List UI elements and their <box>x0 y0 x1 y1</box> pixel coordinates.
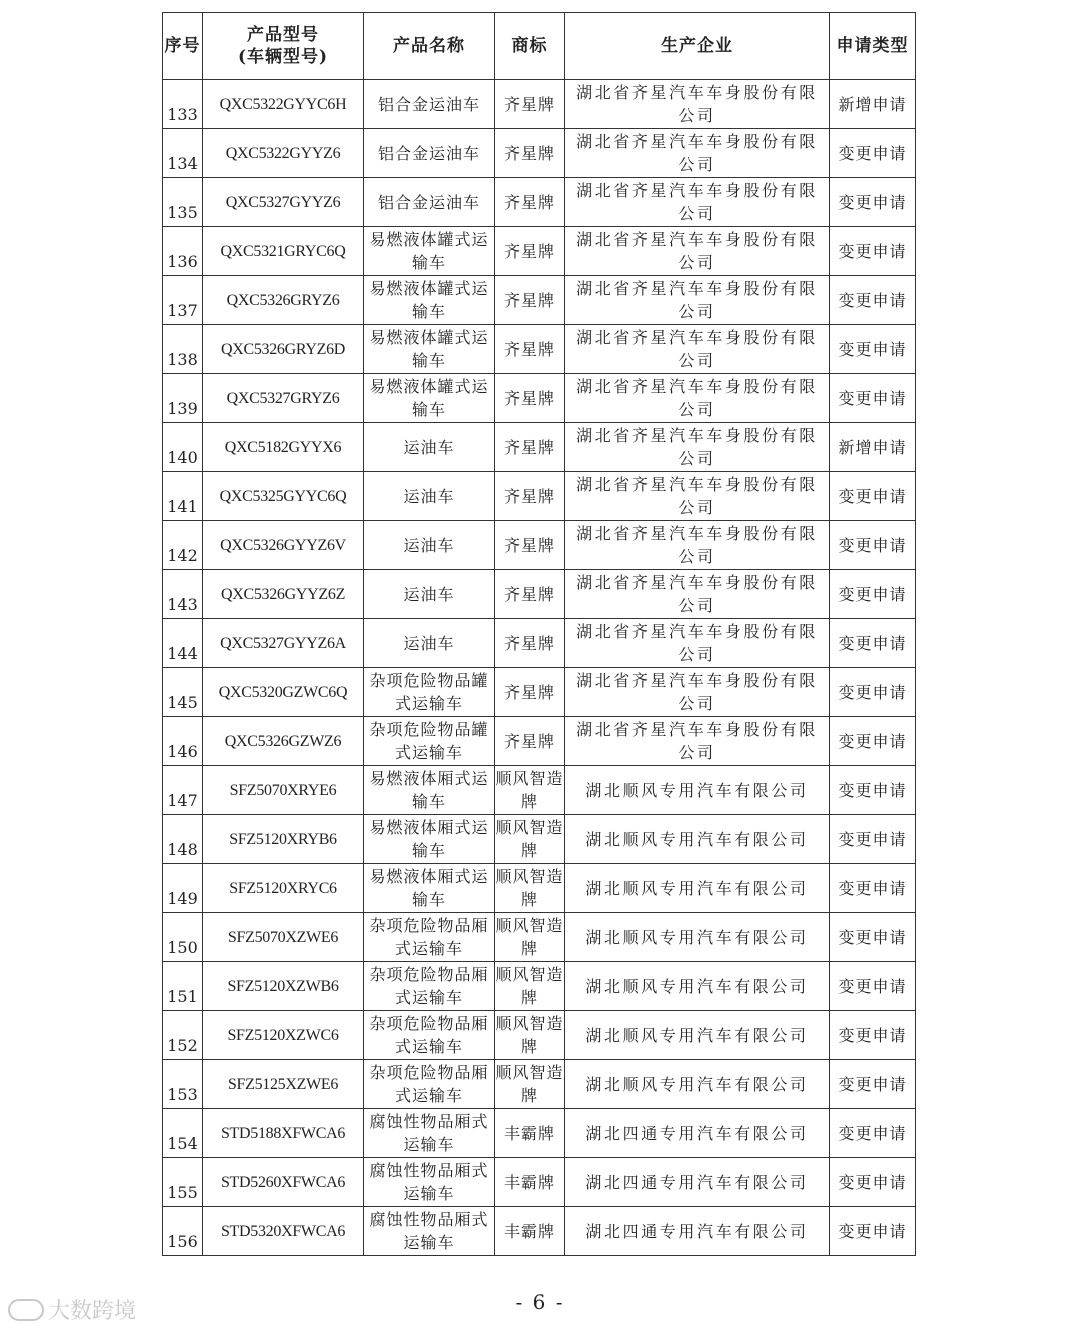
brand-cell: 齐星牌 <box>495 374 565 423</box>
row-index-cell: 152 <box>163 1011 203 1060</box>
product-name-cell: 腐蚀性物品厢式运输车 <box>364 1158 495 1207</box>
manufacturer-cell: 湖北四通专用汽车有限公司 <box>565 1158 830 1207</box>
manufacturer-cell: 湖北省齐星汽车车身股份有限公司 <box>565 276 830 325</box>
application-type-cell: 变更申请 <box>830 913 916 962</box>
table-row <box>163 766 916 815</box>
product-model-cell: QXC5322GYYZ6 <box>203 129 364 178</box>
manufacturer-cell: 湖北省齐星汽车车身股份有限公司 <box>565 227 830 276</box>
table-row <box>163 80 916 129</box>
manufacturer-cell: 湖北顺风专用汽车有限公司 <box>565 962 830 1011</box>
manufacturer-cell: 湖北顺风专用汽车有限公司 <box>565 1011 830 1060</box>
table-row <box>163 374 916 423</box>
manufacturer-cell: 湖北顺风专用汽车有限公司 <box>565 1060 830 1109</box>
row-index-cell: 136 <box>163 227 203 276</box>
product-model-cell: QXC5327GYYZ6A <box>203 619 364 668</box>
table-row <box>163 570 916 619</box>
product-model-cell: STD5260XFWCA6 <box>203 1158 364 1207</box>
product-model-cell: QXC5182GYYX6 <box>203 423 364 472</box>
table-row <box>163 717 916 766</box>
brand-cell: 顺风智造牌 <box>495 913 565 962</box>
product-model-cell: QXC5326GYYZ6V <box>203 521 364 570</box>
brand-cell: 顺风智造牌 <box>495 766 565 815</box>
product-model-cell: SFZ5120XRYC6 <box>203 864 364 913</box>
application-type-cell: 变更申请 <box>830 1011 916 1060</box>
product-model-cell: SFZ5070XZWE6 <box>203 913 364 962</box>
row-index-cell: 147 <box>163 766 203 815</box>
product-model-cell: SFZ5070XRYE6 <box>203 766 364 815</box>
brand-cell: 顺风智造牌 <box>495 1060 565 1109</box>
application-type-cell: 新增申请 <box>830 423 916 472</box>
row-index-cell: 142 <box>163 521 203 570</box>
application-type-cell: 变更申请 <box>830 619 916 668</box>
brand-cell: 齐星牌 <box>495 521 565 570</box>
brand-cell: 顺风智造牌 <box>495 815 565 864</box>
product-model-cell: QXC5326GRYZ6 <box>203 276 364 325</box>
manufacturer-cell: 湖北四通专用汽车有限公司 <box>565 1109 830 1158</box>
manufacturer-cell: 湖北四通专用汽车有限公司 <box>565 1207 830 1256</box>
row-index-cell: 139 <box>163 374 203 423</box>
watermark-text: 大数跨境 <box>48 1299 137 1324</box>
header-manufacturer: 生产企业 <box>565 13 830 80</box>
product-name-cell: 易燃液体罐式运输车 <box>364 325 495 374</box>
header-model: 产品型号 (车辆型号) <box>203 13 364 80</box>
brand-cell: 齐星牌 <box>495 423 565 472</box>
product-name-cell: 杂项危险物品罐式运输车 <box>364 668 495 717</box>
product-name-cell: 铝合金运油车 <box>364 129 495 178</box>
manufacturer-cell: 湖北省齐星汽车车身股份有限公司 <box>565 374 830 423</box>
table-row <box>163 619 916 668</box>
row-index-cell: 144 <box>163 619 203 668</box>
table-row <box>163 864 916 913</box>
brand-cell: 齐星牌 <box>495 570 565 619</box>
table-row <box>163 913 916 962</box>
brand-cell: 齐星牌 <box>495 668 565 717</box>
product-name-cell: 易燃液体罐式运输车 <box>364 276 495 325</box>
product-name-cell: 运油车 <box>364 619 495 668</box>
product-name-cell: 铝合金运油车 <box>364 178 495 227</box>
table-row <box>163 276 916 325</box>
row-index-cell: 143 <box>163 570 203 619</box>
row-index-cell: 141 <box>163 472 203 521</box>
application-type-cell: 变更申请 <box>830 815 916 864</box>
application-type-cell: 变更申请 <box>830 276 916 325</box>
product-name-cell: 杂项危险物品厢式运输车 <box>364 913 495 962</box>
row-index-cell: 150 <box>163 913 203 962</box>
application-type-cell: 变更申请 <box>830 129 916 178</box>
brand-cell: 丰霸牌 <box>495 1207 565 1256</box>
application-type-cell: 变更申请 <box>830 864 916 913</box>
application-type-cell: 变更申请 <box>830 668 916 717</box>
vehicle-product-table <box>162 12 916 1256</box>
product-model-cell: QXC5325GYYC6Q <box>203 472 364 521</box>
product-model-cell: QXC5326GRYZ6D <box>203 325 364 374</box>
table-row <box>163 521 916 570</box>
manufacturer-cell: 湖北顺风专用汽车有限公司 <box>565 766 830 815</box>
product-name-cell: 铝合金运油车 <box>364 80 495 129</box>
row-index-cell: 149 <box>163 864 203 913</box>
brand-cell: 齐星牌 <box>495 178 565 227</box>
row-index-cell: 156 <box>163 1207 203 1256</box>
product-name-cell: 易燃液体罐式运输车 <box>364 374 495 423</box>
product-name-cell: 运油车 <box>364 423 495 472</box>
brand-cell: 齐星牌 <box>495 325 565 374</box>
table-row <box>163 178 916 227</box>
product-model-cell: QXC5326GYYZ6Z <box>203 570 364 619</box>
product-model-cell: QXC5327GRYZ6 <box>203 374 364 423</box>
manufacturer-cell: 湖北省齐星汽车车身股份有限公司 <box>565 178 830 227</box>
manufacturer-cell: 湖北省齐星汽车车身股份有限公司 <box>565 80 830 129</box>
brand-cell: 齐星牌 <box>495 717 565 766</box>
application-type-cell: 变更申请 <box>830 717 916 766</box>
row-index-cell: 155 <box>163 1158 203 1207</box>
manufacturer-cell: 湖北省齐星汽车车身股份有限公司 <box>565 619 830 668</box>
product-name-cell: 杂项危险物品罐式运输车 <box>364 717 495 766</box>
manufacturer-cell: 湖北省齐星汽车车身股份有限公司 <box>565 668 830 717</box>
table-row <box>163 472 916 521</box>
row-index-cell: 153 <box>163 1060 203 1109</box>
manufacturer-cell: 湖北顺风专用汽车有限公司 <box>565 913 830 962</box>
table-row <box>163 815 916 864</box>
brand-cell: 顺风智造牌 <box>495 864 565 913</box>
application-type-cell: 变更申请 <box>830 472 916 521</box>
product-model-cell: QXC5321GRYC6Q <box>203 227 364 276</box>
brand-cell: 丰霸牌 <box>495 1109 565 1158</box>
application-type-cell: 变更申请 <box>830 521 916 570</box>
table-row <box>163 227 916 276</box>
application-type-cell: 变更申请 <box>830 1207 916 1256</box>
product-name-cell: 腐蚀性物品厢式运输车 <box>364 1207 495 1256</box>
row-index-cell: 140 <box>163 423 203 472</box>
row-index-cell: 138 <box>163 325 203 374</box>
table-row <box>163 1109 916 1158</box>
row-index-cell: 146 <box>163 717 203 766</box>
product-name-cell: 杂项危险物品厢式运输车 <box>364 1060 495 1109</box>
product-model-cell: SFZ5120XZWB6 <box>203 962 364 1011</box>
product-model-cell: STD5188XFWCA6 <box>203 1109 364 1158</box>
application-type-cell: 新增申请 <box>830 80 916 129</box>
table-row <box>163 129 916 178</box>
manufacturer-cell: 湖北省齐星汽车车身股份有限公司 <box>565 129 830 178</box>
product-model-cell: SFZ5120XZWC6 <box>203 1011 364 1060</box>
brand-cell: 齐星牌 <box>495 472 565 521</box>
application-type-cell: 变更申请 <box>830 325 916 374</box>
product-name-cell: 易燃液体厢式运输车 <box>364 766 495 815</box>
brand-cell: 顺风智造牌 <box>495 962 565 1011</box>
table-row <box>163 1011 916 1060</box>
application-type-cell: 变更申请 <box>830 178 916 227</box>
manufacturer-cell: 湖北省齐星汽车车身股份有限公司 <box>565 570 830 619</box>
product-model-cell: STD5320XFWCA6 <box>203 1207 364 1256</box>
manufacturer-cell: 湖北顺风专用汽车有限公司 <box>565 815 830 864</box>
header-brand: 商标 <box>495 13 565 80</box>
row-index-cell: 134 <box>163 129 203 178</box>
row-index-cell: 133 <box>163 80 203 129</box>
brand-cell: 齐星牌 <box>495 276 565 325</box>
product-name-cell: 杂项危险物品厢式运输车 <box>364 962 495 1011</box>
brand-cell: 丰霸牌 <box>495 1158 565 1207</box>
application-type-cell: 变更申请 <box>830 1158 916 1207</box>
table-row <box>163 1060 916 1109</box>
row-index-cell: 151 <box>163 962 203 1011</box>
product-name-cell: 腐蚀性物品厢式运输车 <box>364 1109 495 1158</box>
manufacturer-cell: 湖北省齐星汽车车身股份有限公司 <box>565 423 830 472</box>
row-index-cell: 154 <box>163 1109 203 1158</box>
application-type-cell: 变更申请 <box>830 227 916 276</box>
application-type-cell: 变更申请 <box>830 766 916 815</box>
product-name-cell: 杂项危险物品厢式运输车 <box>364 1011 495 1060</box>
brand-cell: 齐星牌 <box>495 619 565 668</box>
application-type-cell: 变更申请 <box>830 374 916 423</box>
table-row <box>163 962 916 1011</box>
product-name-cell: 易燃液体罐式运输车 <box>364 227 495 276</box>
row-index-cell: 135 <box>163 178 203 227</box>
application-type-cell: 变更申请 <box>830 1109 916 1158</box>
brand-cell: 齐星牌 <box>495 80 565 129</box>
product-name-cell: 运油车 <box>364 472 495 521</box>
manufacturer-cell: 湖北省齐星汽车车身股份有限公司 <box>565 717 830 766</box>
brand-cell: 顺风智造牌 <box>495 1011 565 1060</box>
manufacturer-cell: 湖北省齐星汽车车身股份有限公司 <box>565 325 830 374</box>
row-index-cell: 148 <box>163 815 203 864</box>
product-name-cell: 易燃液体厢式运输车 <box>364 864 495 913</box>
brand-cell: 齐星牌 <box>495 129 565 178</box>
application-type-cell: 变更申请 <box>830 570 916 619</box>
manufacturer-cell: 湖北省齐星汽车车身股份有限公司 <box>565 472 830 521</box>
application-type-cell: 变更申请 <box>830 962 916 1011</box>
product-model-cell: QXC5326GZWZ6 <box>203 717 364 766</box>
product-model-cell: QXC5327GYYZ6 <box>203 178 364 227</box>
product-name-cell: 运油车 <box>364 570 495 619</box>
application-type-cell: 变更申请 <box>830 1060 916 1109</box>
product-name-cell: 运油车 <box>364 521 495 570</box>
row-index-cell: 145 <box>163 668 203 717</box>
brand-cell: 齐星牌 <box>495 227 565 276</box>
product-model-cell: QXC5320GZWC6Q <box>203 668 364 717</box>
product-model-cell: SFZ5125XZWE6 <box>203 1060 364 1109</box>
product-model-cell: QXC5322GYYC6H <box>203 80 364 129</box>
page-number: - 6 - <box>515 1290 565 1314</box>
row-index-cell: 137 <box>163 276 203 325</box>
table-row <box>163 668 916 717</box>
table-row <box>163 423 916 472</box>
product-model-cell: SFZ5120XRYB6 <box>203 815 364 864</box>
table-row <box>163 1158 916 1207</box>
manufacturer-cell: 湖北省齐星汽车车身股份有限公司 <box>565 521 830 570</box>
manufacturer-cell: 湖北顺风专用汽车有限公司 <box>565 864 830 913</box>
header-index: 序号 <box>163 13 203 80</box>
table-row <box>163 325 916 374</box>
header-product-name: 产品名称 <box>364 13 495 80</box>
table-row <box>163 1207 916 1256</box>
table-header-row <box>163 13 916 80</box>
product-name-cell: 易燃液体厢式运输车 <box>364 815 495 864</box>
header-application-type: 申请类型 <box>830 13 916 80</box>
